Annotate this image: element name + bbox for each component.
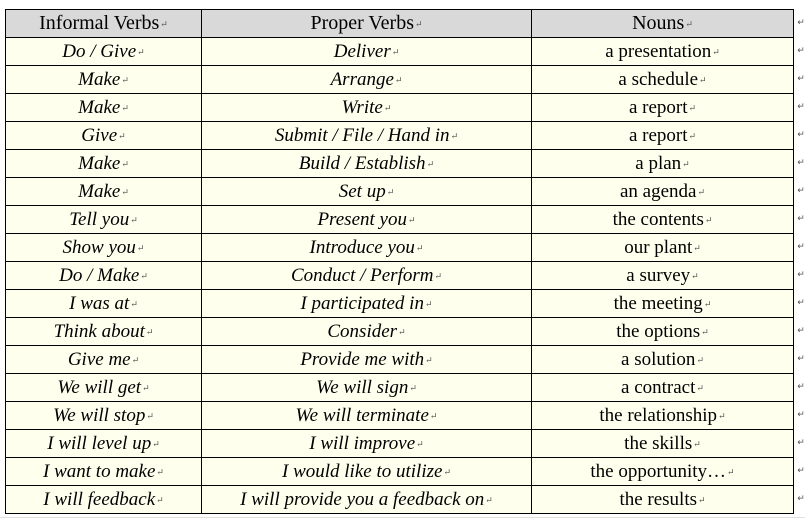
cell-text: We will get xyxy=(57,376,142,398)
paragraph-mark-icon: ↵ xyxy=(398,327,406,338)
cell-text: the relationship xyxy=(599,404,718,426)
noun-cell[interactable] xyxy=(532,178,794,206)
paragraph-mark-icon: ↵ xyxy=(131,355,140,366)
paragraph-mark-icon: ↵ xyxy=(130,215,138,226)
cell-text: Deliver xyxy=(333,40,391,62)
paragraph-mark-icon: ↵ xyxy=(415,243,424,254)
cell-text: the options xyxy=(616,320,701,342)
paragraph-mark-icon: ↵ xyxy=(416,439,424,450)
table-row xyxy=(6,346,794,374)
paragraph-mark-icon: ↵ xyxy=(429,411,438,422)
proper-verb-cell[interactable] xyxy=(202,66,532,94)
paragraph-mark-icon: ↵ xyxy=(142,383,150,394)
noun-cell[interactable] xyxy=(532,262,794,290)
row-end-mark-icon: ↵ xyxy=(797,45,805,56)
paragraph-mark-icon: ↵ xyxy=(118,131,126,142)
table-row xyxy=(6,262,794,290)
paragraph-mark-icon: ↵ xyxy=(121,187,129,198)
cell-text: an agenda xyxy=(619,180,697,202)
paragraph-mark-icon: ↵ xyxy=(696,383,704,394)
row-end-mark-icon: ↵ xyxy=(797,213,805,224)
cell-text: Introduce you xyxy=(309,236,415,258)
row-end-mark-icon: ↵ xyxy=(797,185,805,196)
row-end-mark-icon: ↵ xyxy=(797,73,805,84)
noun-cell[interactable] xyxy=(532,234,794,262)
proper-verb-cell[interactable] xyxy=(202,346,532,374)
cell-text: We will sign xyxy=(316,376,409,398)
header-proper-verbs[interactable] xyxy=(202,10,532,38)
cell-text: I will feedback xyxy=(43,488,156,510)
row-end-mark-icon: ↵ xyxy=(797,17,805,28)
paragraph-mark-icon: ↵ xyxy=(697,187,706,198)
proper-verb-cell[interactable] xyxy=(202,178,532,206)
noun-cell[interactable] xyxy=(532,346,794,374)
header-label: Proper Verbs xyxy=(310,12,414,34)
cell-text: Conduct / Perform xyxy=(290,264,434,286)
cell-text: Make xyxy=(78,68,121,90)
paragraph-mark-icon: ↵ xyxy=(698,495,706,506)
paragraph-mark-icon: ↵ xyxy=(391,47,400,58)
cell-text: Present you xyxy=(317,208,407,230)
cell-text: a report xyxy=(628,124,688,146)
table-body xyxy=(6,38,794,514)
proper-verb-cell[interactable] xyxy=(202,122,532,150)
paragraph-mark-icon: ↵ xyxy=(156,495,164,506)
cell-text: the opportunity… xyxy=(590,460,727,482)
cell-text: Set up xyxy=(338,180,386,202)
paragraph-mark-icon: ↵ xyxy=(688,103,697,114)
table-row xyxy=(6,234,794,262)
paragraph-mark-icon: ↵ xyxy=(703,299,712,310)
cell-text: a contract xyxy=(621,376,696,398)
proper-verb-cell[interactable] xyxy=(202,374,532,402)
cell-text: our plant xyxy=(624,236,693,258)
paragraph-mark-icon: ↵ xyxy=(407,215,416,226)
paragraph-mark-icon: ↵ xyxy=(434,271,443,282)
paragraph-mark-icon: ↵ xyxy=(424,299,433,310)
proper-verb-cell[interactable] xyxy=(202,290,532,318)
noun-cell[interactable] xyxy=(532,94,794,122)
cell-text: We will stop xyxy=(53,404,146,426)
informal-verb-cell[interactable] xyxy=(6,150,202,178)
cell-text: I want to make xyxy=(43,460,156,482)
row-end-mark-icon: ↵ xyxy=(797,157,805,168)
paragraph-mark-icon: ↵ xyxy=(121,103,129,114)
table-row xyxy=(6,150,794,178)
row-end-mark-icon: ↵ xyxy=(797,381,805,392)
paragraph-mark-icon: ↵ xyxy=(121,75,129,86)
noun-cell[interactable] xyxy=(532,374,794,402)
cell-text: Write xyxy=(341,96,383,118)
row-end-mark-icon: ↵ xyxy=(797,101,805,112)
table-row xyxy=(6,402,794,430)
paragraph-mark-icon: ↵ xyxy=(727,467,735,478)
cell-text: I will level up xyxy=(47,432,152,454)
row-end-mark-icon: ↵ xyxy=(797,241,805,252)
row-end-mark-icon: ↵ xyxy=(797,409,805,420)
row-end-mark-icon: ↵ xyxy=(797,493,805,504)
cell-text: Provide me with xyxy=(300,348,425,370)
header-nouns[interactable] xyxy=(532,10,794,38)
paragraph-mark-icon: ↵ xyxy=(160,19,168,30)
table-row xyxy=(6,38,794,66)
noun-cell[interactable] xyxy=(532,290,794,318)
paragraph-mark-icon: ↵ xyxy=(685,19,693,30)
proper-verb-cell[interactable] xyxy=(202,206,532,234)
cell-text: Arrange xyxy=(330,68,394,90)
table-row xyxy=(6,374,794,402)
cell-text: Do / Give xyxy=(62,40,137,62)
informal-verb-cell[interactable] xyxy=(6,290,202,318)
cell-text: Make xyxy=(78,96,121,118)
cell-text: a report xyxy=(628,96,688,118)
table-row xyxy=(6,94,794,122)
paragraph-mark-icon: ↵ xyxy=(691,271,699,282)
paragraph-mark-icon: ↵ xyxy=(682,159,690,170)
paragraph-mark-icon: ↵ xyxy=(136,243,145,254)
header-label: Informal Verbs xyxy=(39,12,160,34)
document-page xyxy=(5,9,794,514)
paragraph-mark-icon: ↵ xyxy=(688,131,697,142)
table-row xyxy=(6,66,794,94)
proper-verb-cell[interactable] xyxy=(202,458,532,486)
cell-text: the skills xyxy=(624,432,693,454)
table-row xyxy=(6,458,794,486)
paragraph-mark-icon: ↵ xyxy=(414,19,423,30)
cell-text: Tell you xyxy=(69,208,130,230)
informal-verb-cell[interactable] xyxy=(6,346,202,374)
noun-cell[interactable] xyxy=(532,206,794,234)
paragraph-mark-icon: ↵ xyxy=(152,439,160,450)
verbs-table xyxy=(5,9,794,514)
noun-cell[interactable] xyxy=(532,122,794,150)
header-label: Nouns xyxy=(632,12,685,34)
paragraph-mark-icon: ↵ xyxy=(443,467,451,478)
table-row xyxy=(6,122,794,150)
informal-verb-cell[interactable] xyxy=(6,430,202,458)
cell-text: Give me xyxy=(67,348,131,370)
cell-text: a survey xyxy=(626,264,691,286)
paragraph-mark-icon: ↵ xyxy=(693,243,701,254)
proper-verb-cell[interactable] xyxy=(202,234,532,262)
cell-text: We will terminate xyxy=(295,404,429,426)
paragraph-mark-icon: ↵ xyxy=(145,327,154,338)
proper-verb-cell[interactable] xyxy=(202,402,532,430)
paragraph-mark-icon: ↵ xyxy=(701,327,709,338)
proper-verb-cell[interactable] xyxy=(202,318,532,346)
paragraph-mark-icon: ↵ xyxy=(156,467,164,478)
noun-cell[interactable] xyxy=(532,402,794,430)
cell-text: a presentation xyxy=(605,40,712,62)
paragraph-mark-icon: ↵ xyxy=(693,439,701,450)
proper-verb-cell[interactable] xyxy=(202,94,532,122)
cell-text: the contents xyxy=(612,208,704,230)
proper-verb-cell[interactable] xyxy=(202,150,532,178)
informal-verb-cell[interactable] xyxy=(6,374,202,402)
cell-text: I was at xyxy=(69,292,130,314)
paragraph-mark-icon: ↵ xyxy=(425,355,433,366)
informal-verb-cell[interactable] xyxy=(6,486,202,514)
cell-text: Submit / File / Hand in xyxy=(274,124,450,146)
row-end-mark-icon: ↵ xyxy=(797,297,805,308)
header-informal-verbs[interactable] xyxy=(6,10,202,38)
paragraph-mark-icon: ↵ xyxy=(426,159,435,170)
paragraph-mark-icon: ↵ xyxy=(718,411,726,422)
table-row xyxy=(6,290,794,318)
table-row xyxy=(6,430,794,458)
cell-text: a schedule xyxy=(618,68,699,90)
cell-text: Think about xyxy=(53,320,145,342)
table-row xyxy=(6,178,794,206)
paragraph-mark-icon: ↵ xyxy=(450,131,459,142)
header-row xyxy=(6,10,794,38)
cell-text: I will provide you a feedback on xyxy=(240,488,485,510)
paragraph-mark-icon: ↵ xyxy=(394,75,403,86)
informal-verb-cell[interactable] xyxy=(6,206,202,234)
paragraph-mark-icon: ↵ xyxy=(409,383,417,394)
cell-text: I participated in xyxy=(300,292,424,314)
paragraph-mark-icon: ↵ xyxy=(704,215,713,226)
row-end-mark-icon: ↵ xyxy=(797,129,805,140)
cell-text: Show you xyxy=(62,236,136,258)
informal-verb-cell[interactable] xyxy=(6,262,202,290)
table-header xyxy=(6,10,794,38)
cell-text: Consider xyxy=(327,320,398,342)
cell-text: Give xyxy=(81,124,118,146)
cell-text: Make xyxy=(78,180,121,202)
noun-cell[interactable] xyxy=(532,430,794,458)
informal-verb-cell[interactable] xyxy=(6,66,202,94)
proper-verb-cell[interactable] xyxy=(202,262,532,290)
row-end-mark-icon: ↵ xyxy=(797,465,805,476)
paragraph-mark-icon: ↵ xyxy=(146,411,154,422)
proper-verb-cell[interactable] xyxy=(202,486,532,514)
cell-text: Make xyxy=(78,152,121,174)
paragraph-mark-icon: ↵ xyxy=(130,299,138,310)
row-end-mark-icon: ↵ xyxy=(797,437,805,448)
paragraph-mark-icon: ↵ xyxy=(699,75,707,86)
cell-text: a solution xyxy=(621,348,696,370)
row-end-mark-icon: ↵ xyxy=(797,325,805,336)
cell-text: Build / Establish xyxy=(298,152,426,174)
noun-cell[interactable] xyxy=(532,150,794,178)
paragraph-mark-icon: ↵ xyxy=(696,355,704,366)
paragraph-mark-icon: ↵ xyxy=(140,271,148,282)
noun-cell[interactable] xyxy=(532,66,794,94)
informal-verb-cell[interactable] xyxy=(6,38,202,66)
table-row xyxy=(6,318,794,346)
table-row xyxy=(6,486,794,514)
proper-verb-cell[interactable] xyxy=(202,38,532,66)
paragraph-mark-icon: ↵ xyxy=(137,47,145,58)
informal-verb-cell[interactable] xyxy=(6,122,202,150)
informal-verb-cell[interactable] xyxy=(6,94,202,122)
cell-text: a plan xyxy=(635,152,682,174)
informal-verb-cell[interactable] xyxy=(6,178,202,206)
cell-text: the results xyxy=(619,488,698,510)
noun-cell[interactable] xyxy=(532,486,794,514)
table-row xyxy=(6,206,794,234)
row-end-mark-icon: ↵ xyxy=(797,353,805,364)
noun-cell[interactable] xyxy=(532,38,794,66)
noun-cell[interactable] xyxy=(532,318,794,346)
informal-verb-cell[interactable] xyxy=(6,402,202,430)
row-end-mark-icon: ↵ xyxy=(797,269,805,280)
paragraph-mark-icon: ↵ xyxy=(386,187,395,198)
paragraph-mark-icon: ↵ xyxy=(485,495,493,506)
informal-verb-cell[interactable] xyxy=(6,318,202,346)
paragraph-mark-icon: ↵ xyxy=(383,103,392,114)
cell-text: I will improve xyxy=(309,432,416,454)
proper-verb-cell[interactable] xyxy=(202,430,532,458)
informal-verb-cell[interactable] xyxy=(6,458,202,486)
noun-cell[interactable] xyxy=(532,458,794,486)
paragraph-mark-icon: ↵ xyxy=(712,47,720,58)
cell-text: Do / Make xyxy=(59,264,140,286)
paragraph-mark-icon: ↵ xyxy=(121,159,129,170)
cell-text: I would like to utilize xyxy=(282,460,443,482)
page-bottom-rule xyxy=(0,517,805,518)
informal-verb-cell[interactable] xyxy=(6,234,202,262)
cell-text: the meeting xyxy=(613,292,703,314)
